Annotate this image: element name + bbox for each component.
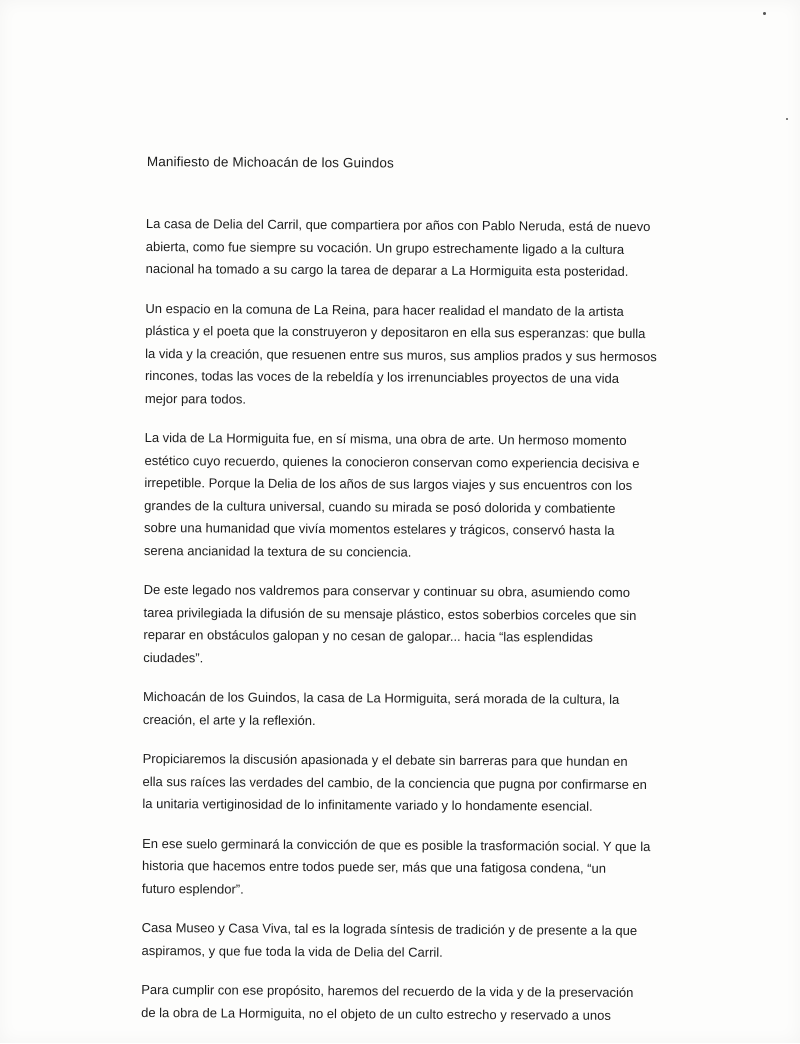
text-line: La casa de Delia del Carril, que compartiera por años con Pablo Neruda, está de nuevo — [145, 215, 651, 235]
text-line: En ese suelo germinará la convicción de que es posible la trasformación social. Y que la — [142, 835, 651, 854]
text-line: La vida de La Hormiguita fue, en sí misma, una obra de arte. Un hermoso momento — [144, 429, 627, 448]
text-line: estético cuyo recuerdo, quienes la conocieron conservan como experiencia decisiva e — [144, 452, 640, 471]
paragraph-7 — [142, 832, 682, 903]
text-line: Michoacán de los Guindos, la casa de La Hormiguita, será morada de la cultura, la — [143, 688, 620, 707]
text-line: tarea privilegiada la difusión de su mensaje plástico, estos soberbios corceles que sin — [143, 604, 637, 623]
text-line: sobre una humanidad que vivía momentos estelares y trágicos, conservó hasta la — [144, 519, 615, 538]
text-line: nacional ha tomado a su cargo la tarea de deparar a La Hormiguita esta posteridad. — [145, 260, 629, 279]
text-line: irrepetible. Porque la Delia de los años de sus largos viajes y sus encuentros con los — [144, 474, 633, 493]
document-body — [141, 213, 686, 1044]
text-line: abierta, como fue siempre su vocación. Un grupo estrechamente ligado a la cultura — [145, 238, 625, 257]
text-line: ciudades”. — [143, 649, 204, 665]
text-line: serena ancianidad la textura de su conciencia. — [143, 542, 412, 560]
text-line: plástica y el poeta que la construyeron y depositaron en ella sus esperanzas: que bulla — [145, 322, 646, 342]
text-line: historia que hacemos entre todos puede ser, más que una fatigosa condena, “un — [141, 857, 607, 876]
text-line: futuro esplendor”. — [141, 880, 244, 897]
paragraph-1 — [146, 213, 686, 284]
text-line: De este legado nos valdremos para conservar y continuar su obra, asumiendo como — [143, 581, 631, 600]
paragraph-8 — [141, 917, 681, 965]
scan-speck — [786, 118, 788, 120]
scan-speck — [763, 12, 766, 15]
text-line: Casa Museo y Casa Viva, tal es la lograda síntesis de tradición y de presente a la que — [141, 919, 638, 939]
paragraph-3 — [144, 427, 685, 565]
paragraph-6 — [142, 748, 682, 819]
text-line: aspiramos, y que fue toda la vida de Delia del Carril. — [141, 942, 443, 960]
text-line: Para cumplir con ese propósito, haremos del recuerdo de la vida y de la preservación — [141, 981, 634, 1000]
text-line: reparar en obstáculos galopan y no cesan de galopar... hacia “las esplendidas — [143, 626, 593, 645]
paragraph-5 — [143, 686, 683, 734]
text-line: ella sus raíces las verdades del cambio, de la conciencia que pugna por confirmarse en — [142, 773, 647, 792]
paragraph-9 — [141, 979, 681, 1027]
text-line: creación, el arte y la reflexión. — [142, 711, 316, 728]
text-line: Un espacio en la comuna de La Reina, para hacer realidad el mandato de la artista — [145, 300, 624, 319]
document-title: Manifiesto de Michoacán de los Guindos — [146, 154, 394, 171]
text-line: la vida y la creación, que resuenen entre sus muros, sus amplios prados y sus hermosos — [145, 345, 657, 364]
text-line: grandes de la cultura universal, cuando su mirada se posó dolorida y combatiente — [144, 497, 616, 516]
paragraph-4 — [143, 579, 684, 672]
text-line: de la obra de La Hormiguita, no el objeto de un culto estrecho y reservado a unos — [141, 1004, 611, 1023]
paragraph-2 — [145, 297, 686, 413]
text-line: rincones, todas las voces de la rebeldía y los irrenunciables proyectos de una vida — [144, 367, 620, 386]
text-line: Propiciaremos la discusión apasionada y el debate sin barreras para que hundan en — [142, 750, 628, 769]
text-line: la unitaria vertiginosidad de lo infinitamente variado y lo hondamente esencial. — [142, 795, 593, 814]
text-line: mejor para todos. — [144, 390, 247, 407]
